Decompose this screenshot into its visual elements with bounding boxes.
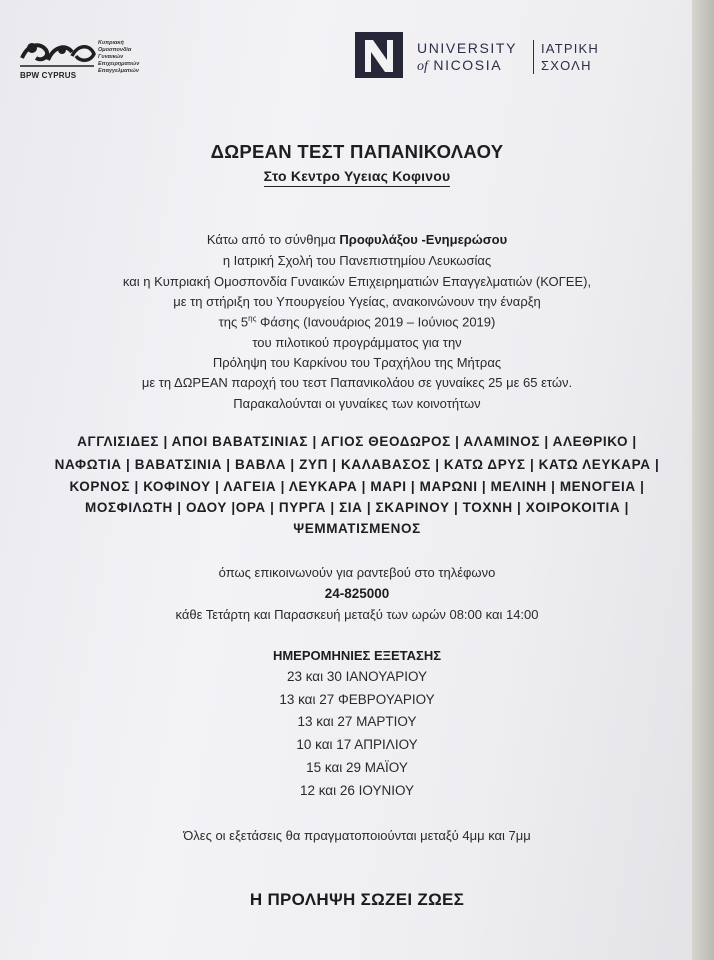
- intro-line-5-suffix: Φάσης (Ιανουάριος 2019 – Ιούνιος 2019): [256, 314, 496, 330]
- bpw-organization-text: [98, 40, 139, 75]
- medical-school-label: [541, 40, 599, 74]
- subtitle-wrap: [0, 168, 714, 187]
- logo-divider: [533, 40, 534, 74]
- background-edge: [692, 0, 714, 960]
- bpw-text-line: Ομοσπονδία: [98, 47, 132, 53]
- intro-line-1-prefix: Κάτω από το σύνθημα: [206, 232, 340, 247]
- exam-date-item: 13 και 27 ΜΑΡΤΙΟΥ: [297, 714, 417, 729]
- university-of-nicosia-logo: [355, 30, 615, 82]
- villages-line: ΚΟΡΝΟΣ | ΚΟΦΙΝΟΥ | ΛΑΓΕΙΑ | ΛΕΥΚΑΡΑ | ΜΑΡΙ | ΜΑΡΩΝΙ | ΜΕΛΙΝΗ | ΜΕΝΟΓΕΙΑ |: [69, 479, 645, 494]
- unic-emblem-icon: [355, 32, 403, 78]
- villages-line: ΑΓΓΛΙΣΙΔΕΣ | ΑΠΟΙ ΒΑΒΑΤΣΙΝΙΑΣ | ΑΓΙΟΣ ΘΕΟΔΩΡΟΣ | ΑΛΑΜΙΝΟΣ | ΑΛΕΘΡΙΚΟ |: [77, 434, 637, 449]
- intro-line-6: του πιλοτικού προγράμματος για την: [252, 335, 462, 350]
- intro-line-7: Πρόληψη του Καρκίνου του Τραχήλου της Μήτρας: [212, 355, 502, 370]
- bpw-text-line: Επαγγελματιών: [98, 68, 139, 74]
- bpw-text-line: Γυναικών: [98, 54, 124, 60]
- unic-nicosia-text: NICOSIA: [433, 57, 503, 73]
- exam-date-item: 15 και 29 ΜΑΪΟΥ: [306, 760, 408, 775]
- bpw-caption: BPW CYPRUS: [20, 71, 77, 80]
- intro-line-3: και η Κυπριακή Ομοσπονδία Γυναικών Επιχειρηματιών Επαγγελματιών (ΚΟΓΕΕ),: [122, 274, 592, 289]
- villages-line: ΨΕΜΜΑΤΙΣΜΕΝΟΣ: [293, 521, 421, 536]
- intro-line-1: [0, 232, 714, 247]
- intro-line-9: Παρακαλούνται οι γυναίκες των κοινοτήτων: [233, 396, 481, 411]
- unic-of-text: of: [417, 59, 428, 74]
- exam-date-item: 13 και 27 ΦΕΒΡΟΥΑΡΙΟΥ: [279, 692, 435, 707]
- bpw-cyprus-logo: [18, 36, 198, 86]
- medical-school-line2: ΣΧΟΛΗ: [541, 58, 592, 73]
- page-title: ΔΩΡΕΑΝ ΤΕΣΤ ΠΑΠΑΝΙΚΟΛΑΟΥ: [210, 141, 504, 162]
- unic-university-text: UNIVERSITY: [417, 40, 518, 56]
- exam-date-item: 12 και 26 ΙΟΥΝΙΟΥ: [299, 783, 415, 798]
- intro-line-5-sup: ης: [248, 314, 257, 323]
- unic-name: [417, 40, 517, 75]
- bpw-emblem-icon: [18, 36, 96, 70]
- exam-hours-note: Όλες οι εξετάσεις θα πραγματοποιούνται μεταξύ 4μμ και 7μμ: [183, 828, 531, 843]
- villages-line: ΝΑΦΩΤΙΑ | ΒΑΒΑΤΣΙΝΙΑ | ΒΑΒΛΑ | ΖΥΠ | ΚΑΛΑΒΑΣΟΣ | ΚΑΤΩ ΔΡΥΣ | ΚΑΤΩ ΛΕΥΚΑΡΑ |: [54, 457, 660, 472]
- medical-school-line1: ΙΑΤΡΙΚΗ: [541, 41, 600, 56]
- phone-number: 24-825000: [324, 586, 390, 601]
- intro-line-2: η Ιατρική Σχολή του Πανεπιστημίου Λευκωσίας: [222, 253, 492, 268]
- intro-line-8: με τη ΔΩΡΕΑΝ παροχή του τεστ Παπανικολάου σε γυναίκες 25 με 65 ετών.: [141, 375, 573, 390]
- bpw-text-line: Κυπριακή: [98, 40, 124, 46]
- exam-date-item: 23 και 30 ΙΑΝΟΥΑΡΙΟΥ: [286, 669, 428, 684]
- closing-slogan: Η ΠΡΟΛΗΨΗ ΣΩΖΕΙ ΖΩΕΣ: [249, 890, 465, 909]
- contact-hours: κάθε Τετάρτη και Παρασκευή μεταξύ των ωρών 08:00 και 14:00: [175, 607, 539, 622]
- villages-line: ΜΟΣΦΙΛΩΤΗ | ΟΔΟΥ |ΟΡΑ | ΠΥΡΓΑ | ΣΙΑ | ΣΚΑΡΙΝΟΥ | ΤΟΧΝΗ | ΧΟΙΡΟΚΟΙΤΙΑ |: [85, 500, 629, 515]
- slogan-protect-inform: Προφυλάξου -Ενημερώσου: [339, 232, 508, 247]
- contact-line: όπως επικοινωνούν για ραντεβού στο τηλέφωνο: [218, 565, 496, 580]
- page-subtitle: Στο Κεντρο Υγειας Κοφινου: [264, 168, 451, 187]
- intro-line-5: [0, 314, 714, 329]
- intro-line-5-prefix: της 5: [218, 314, 249, 330]
- bpw-text-line: Επιχειρηματιών: [98, 61, 140, 67]
- exam-dates-heading: ΗΜΕΡΟΜΗΝΙΕΣ ΕΞΕΤΑΣΗΣ: [272, 648, 442, 663]
- exam-date-item: 10 και 17 ΑΠΡΙΛΙΟΥ: [296, 737, 418, 752]
- intro-line-4: με τη στήριξη του Υπουργείου Υγείας, ανακοινώνουν την έναρξη: [173, 294, 541, 309]
